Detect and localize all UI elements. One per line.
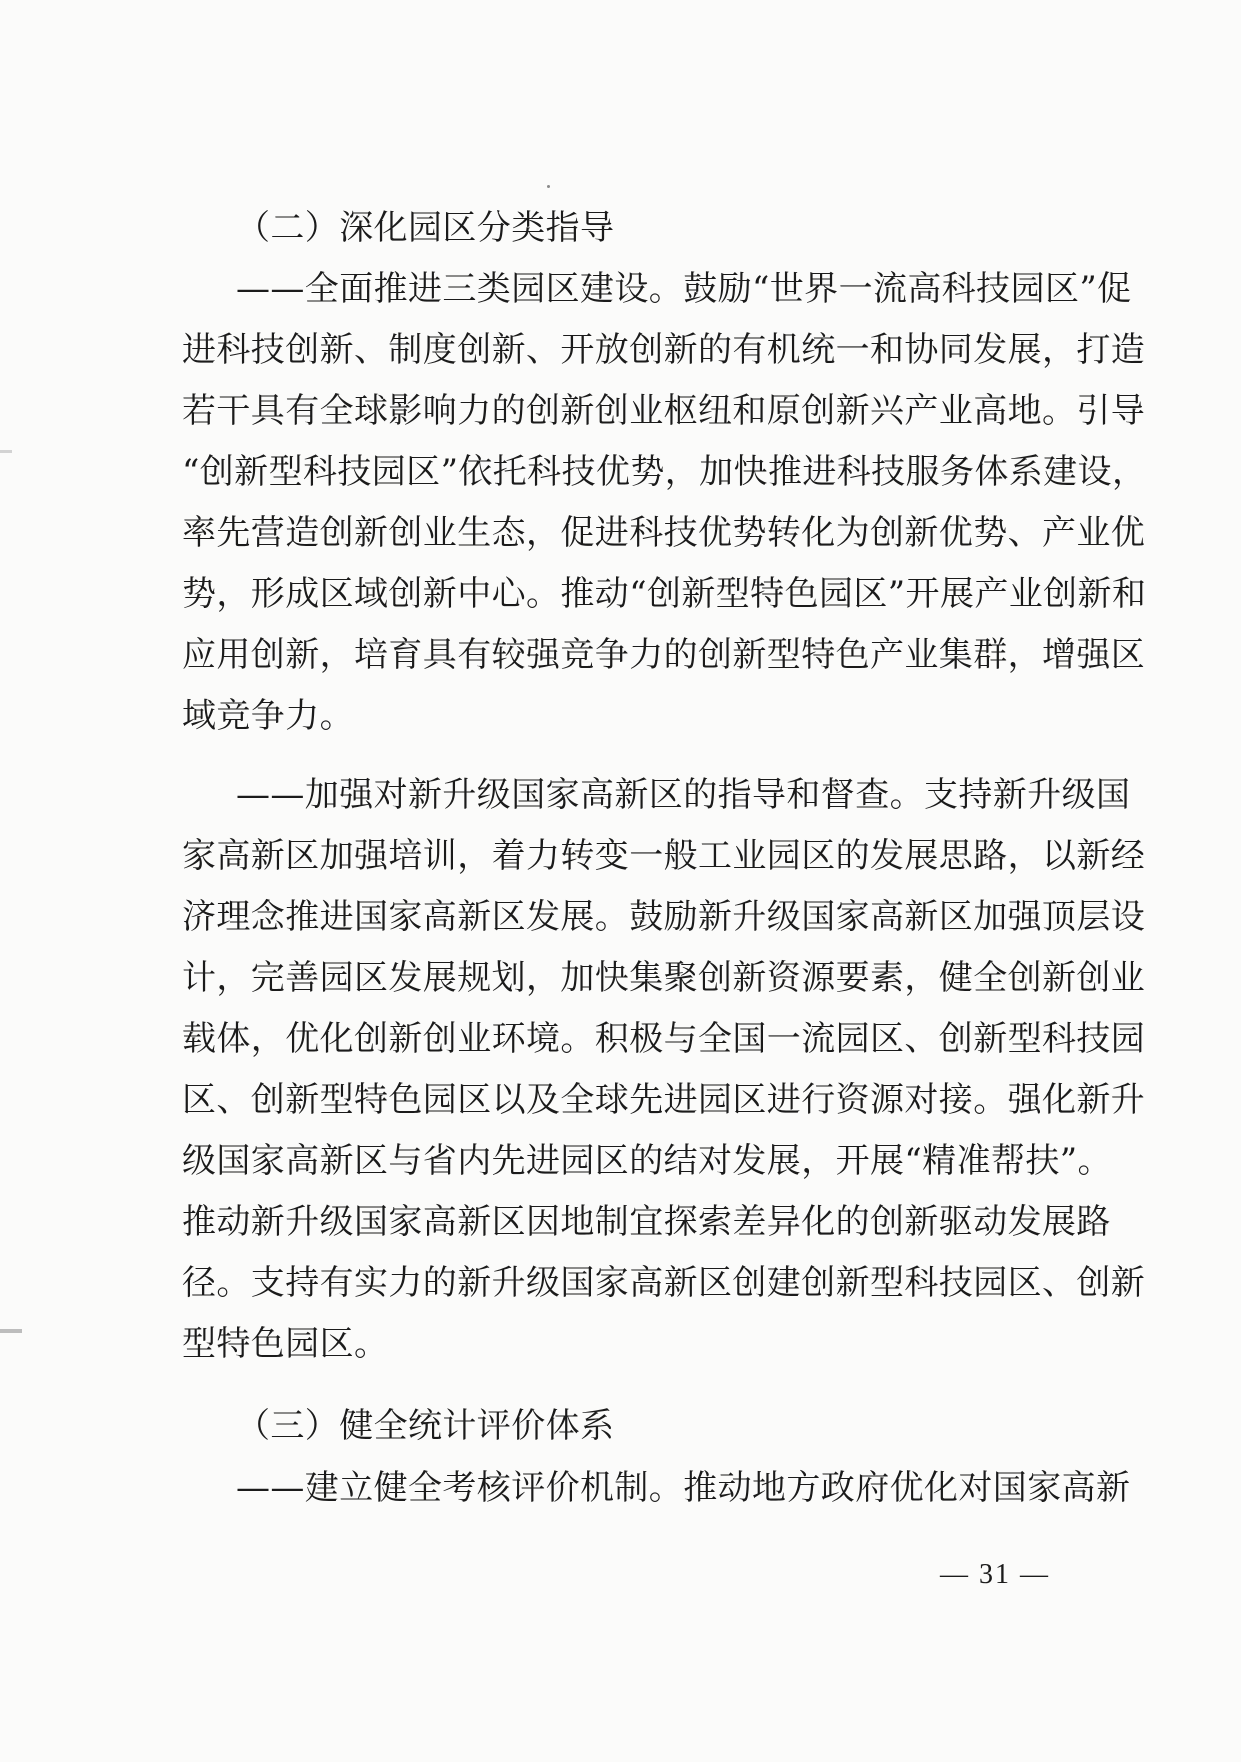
paragraph-line: 势，形成区域创新中心。推动“创新型特色园区”开展产业创新和 bbox=[182, 574, 1147, 614]
section-heading-3: （三）健全统计评价体系 bbox=[236, 1406, 615, 1446]
section-heading-2: （二）深化园区分类指导 bbox=[236, 208, 615, 248]
paragraph-line: ——建立健全考核评价机制。推动地方政府优化对国家高新 bbox=[236, 1468, 1131, 1508]
scan-edge-mark bbox=[0, 450, 12, 453]
paragraph-line: 济理念推进国家高新区发展。鼓励新升级国家高新区加强顶层设 bbox=[182, 897, 1146, 937]
paragraph-line: 进科技创新、制度创新、开放创新的有机统一和协同发展，打造 bbox=[182, 330, 1146, 370]
paragraph-line: 型特色园区。 bbox=[182, 1324, 389, 1364]
paragraph-line: “创新型科技园区”依托科技优势，加快推进科技服务体系建设， bbox=[182, 452, 1147, 492]
paragraph-line: 级国家高新区与省内先进园区的结对发展，开展“精准帮扶”。 bbox=[182, 1141, 1112, 1181]
paragraph-line: 载体，优化创新创业环境。积极与全国一流园区、创新型科技园 bbox=[182, 1019, 1146, 1059]
paragraph-line: 推动新升级国家高新区因地制宜探索差异化的创新驱动发展路 bbox=[182, 1202, 1111, 1242]
binding-mark bbox=[0, 1329, 22, 1333]
page-number: — 31 — bbox=[940, 1559, 1050, 1590]
paragraph-line: 区、创新型特色园区以及全球先进园区进行资源对接。强化新升 bbox=[182, 1080, 1146, 1120]
scan-speck bbox=[547, 185, 550, 188]
paragraph-line: 率先营造创新创业生态，促进科技优势转化为创新优势、产业优 bbox=[182, 513, 1146, 553]
paragraph-line: ——全面推进三类园区建设。鼓励“世界一流高科技园区”促 bbox=[236, 269, 1132, 309]
paragraph-line: 家高新区加强培训，着力转变一般工业园区的发展思路，以新经 bbox=[182, 836, 1146, 876]
paragraph-line: 若干具有全球影响力的创新创业枢纽和原创新兴产业高地。引导 bbox=[182, 391, 1146, 431]
paragraph-line: 计，完善园区发展规划，加快集聚创新资源要素，健全创新创业 bbox=[182, 958, 1146, 998]
paragraph-line: 应用创新，培育具有较强竞争力的创新型特色产业集群，增强区 bbox=[182, 635, 1146, 675]
paragraph-line: 域竞争力。 bbox=[182, 696, 354, 736]
paragraph-line: 径。支持有实力的新升级国家高新区创建创新型科技园区、创新 bbox=[182, 1263, 1146, 1303]
paragraph-line: ——加强对新升级国家高新区的指导和督查。支持新升级国 bbox=[236, 775, 1131, 815]
